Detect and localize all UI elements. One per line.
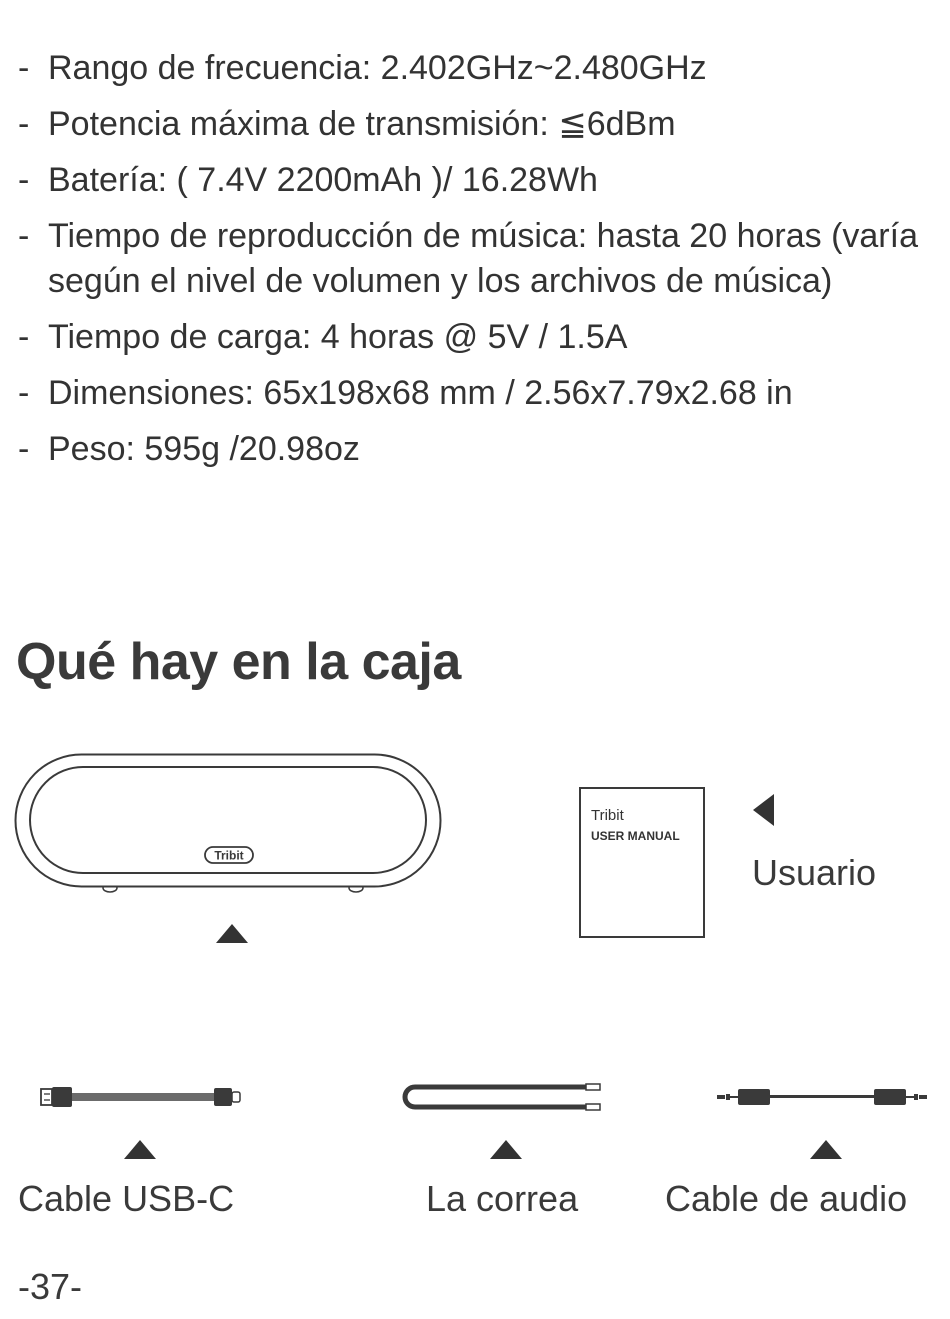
bullet-dash: - bbox=[18, 105, 30, 143]
audio-cable-illustration bbox=[716, 1086, 928, 1108]
spec-max-power bbox=[18, 102, 918, 147]
spec-dimensions bbox=[18, 371, 918, 416]
arrow-up-icon bbox=[810, 1140, 842, 1160]
speaker-logo-text: Tribit bbox=[214, 848, 244, 863]
manual-brand: Tribit bbox=[591, 807, 624, 824]
strap-illustration bbox=[400, 1082, 602, 1112]
spec-text: Batería: ( 7.4V 2200mAh )/ 16.28Wh bbox=[48, 161, 598, 199]
bullet-dash: - bbox=[18, 217, 30, 255]
bullet-dash: - bbox=[18, 49, 30, 87]
spec-text: Tiempo de carga: 4 horas @ 5V / 1.5A bbox=[48, 318, 628, 356]
arrow-up-icon bbox=[490, 1140, 522, 1160]
spec-text: Tiempo de reproducción de música: hasta 20 horas (varía según el nivel de volumen y los archivos de música) bbox=[48, 217, 918, 300]
spec-charging-time bbox=[18, 315, 918, 360]
spec-text: Potencia máxima de transmisión: ≦6dBm bbox=[48, 105, 676, 143]
bullet-dash: - bbox=[18, 430, 30, 468]
section-title: Qué hay en la caja bbox=[16, 633, 461, 691]
arrow-left-icon bbox=[753, 794, 775, 826]
arrow-up-icon bbox=[216, 924, 248, 944]
spec-frequency-range bbox=[18, 46, 918, 91]
specifications-list bbox=[18, 46, 918, 483]
manual-label: Usuario bbox=[752, 852, 877, 893]
bullet-dash: - bbox=[18, 318, 30, 356]
page-number: -37- bbox=[18, 1266, 83, 1307]
audio-cable-label: Cable de audio bbox=[665, 1178, 908, 1219]
arrow-up-icon bbox=[124, 1140, 156, 1160]
spec-text: Dimensiones: 65x198x68 mm / 2.56x7.79x2.68 in bbox=[48, 374, 793, 412]
spec-text: Rango de frecuencia: 2.402GHz~2.480GHz bbox=[48, 49, 707, 87]
spec-text: Peso: 595g /20.98oz bbox=[48, 430, 360, 468]
speaker-illustration bbox=[14, 753, 444, 898]
spec-battery bbox=[18, 158, 918, 203]
strap-label: La correa bbox=[426, 1178, 579, 1219]
user-manual-illustration bbox=[579, 787, 706, 939]
spec-playtime bbox=[18, 214, 918, 304]
usb-c-cable-label: Cable USB-C bbox=[18, 1178, 235, 1219]
usb-c-cable-illustration bbox=[40, 1084, 242, 1110]
spec-weight bbox=[18, 427, 918, 472]
bullet-dash: - bbox=[18, 161, 30, 199]
manual-title: USER MANUAL bbox=[591, 829, 680, 843]
bullet-dash: - bbox=[18, 374, 30, 412]
